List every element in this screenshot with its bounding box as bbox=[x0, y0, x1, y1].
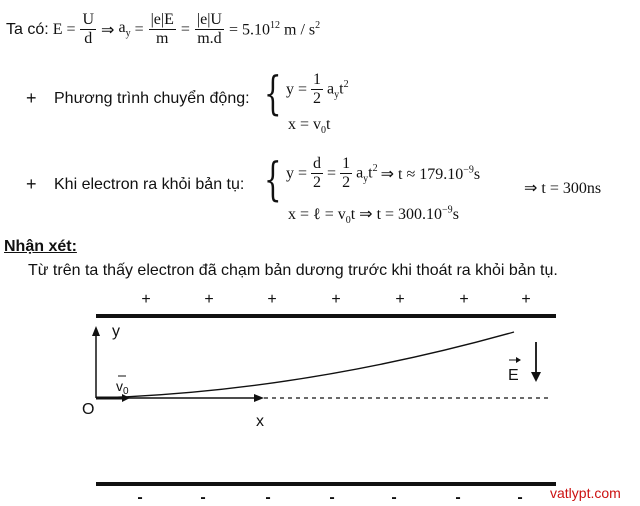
fraction-eU-md bbox=[195, 12, 224, 47]
frac-den: 2 bbox=[342, 174, 351, 191]
e-field-vector-bar-head bbox=[516, 357, 521, 363]
res-exp: −9 bbox=[463, 164, 474, 176]
res: = 5.10 bbox=[228, 21, 270, 39]
left-brace: { bbox=[264, 66, 282, 120]
fraction-u-d bbox=[80, 12, 96, 47]
frac-num: U bbox=[82, 11, 95, 28]
res-exp: 12 bbox=[270, 19, 280, 31]
frac-den: m.d bbox=[197, 30, 222, 47]
minus-sign: - bbox=[200, 489, 206, 506]
bullet: + bbox=[26, 88, 37, 108]
exp: 2 bbox=[343, 78, 349, 90]
plus-sign: + bbox=[141, 291, 151, 308]
minus-sign: - bbox=[265, 489, 271, 506]
exit-condition-label: Khi electron ra khỏi bản tụ: bbox=[54, 176, 245, 193]
equation-exit-y bbox=[286, 156, 480, 191]
minus-sign: - bbox=[329, 489, 335, 506]
t: t bbox=[368, 164, 373, 182]
frac-num: |e|U bbox=[196, 11, 222, 28]
plus-sign: + bbox=[267, 291, 277, 308]
y-axis-arrowhead bbox=[92, 326, 100, 336]
equation-field-acceleration bbox=[6, 12, 320, 47]
left-brace: { bbox=[264, 152, 282, 206]
e-eq: E = bbox=[52, 20, 76, 38]
frac-num: 1 bbox=[342, 155, 351, 172]
eq: x = ℓ = v bbox=[288, 206, 346, 223]
equals: = bbox=[327, 164, 337, 182]
exit-time-y bbox=[381, 164, 481, 184]
implies: ⇒ bbox=[101, 21, 115, 39]
sub: 0 bbox=[345, 215, 351, 227]
fraction-d-2 bbox=[311, 156, 323, 191]
ay-t2 bbox=[327, 79, 349, 101]
eq-lhs: y = bbox=[286, 80, 308, 98]
v0-label bbox=[116, 378, 129, 397]
eq-lhs: y = bbox=[286, 164, 308, 182]
eq: x = v bbox=[288, 116, 322, 133]
sub: y bbox=[363, 173, 369, 185]
x-axis-label: x bbox=[256, 413, 264, 430]
minus-sign: - bbox=[137, 489, 143, 506]
frac-den: 2 bbox=[313, 90, 322, 107]
frac-den: 2 bbox=[313, 174, 322, 191]
conclusion-time: ⇒ t = 300ns bbox=[524, 180, 602, 197]
motion-equation-label: Phương trình chuyển động: bbox=[54, 90, 250, 107]
res-unit-exp: 2 bbox=[315, 19, 321, 31]
res-exp: −9 bbox=[442, 204, 453, 216]
plus-sign: + bbox=[521, 291, 531, 308]
t: t bbox=[326, 116, 331, 133]
a: a bbox=[356, 164, 364, 182]
e-field-label: E bbox=[508, 367, 519, 384]
minus-sign: - bbox=[391, 489, 397, 506]
equals: = bbox=[180, 20, 190, 38]
equation-x bbox=[288, 116, 330, 136]
frac-num: |e|E bbox=[150, 11, 174, 28]
frac-num: 1 bbox=[313, 71, 322, 88]
ay bbox=[118, 19, 130, 39]
x-axis-arrowhead bbox=[254, 394, 264, 402]
a: a bbox=[327, 80, 335, 98]
y-axis-label: y bbox=[112, 323, 120, 340]
capacitor-diagram bbox=[0, 280, 640, 506]
plus-sign: + bbox=[395, 291, 405, 308]
v0-v: v bbox=[116, 378, 123, 394]
plus-sign: + bbox=[331, 291, 341, 308]
res: t ⇒ t = 300.10 bbox=[350, 206, 443, 223]
res-unit: s bbox=[452, 206, 459, 223]
lead-text: Ta có: bbox=[6, 20, 49, 38]
res-unit: m / s bbox=[284, 21, 316, 39]
fraction-half bbox=[311, 72, 323, 107]
exp: 2 bbox=[372, 162, 378, 174]
e-field-arrowhead bbox=[531, 372, 541, 382]
sub: y bbox=[334, 89, 340, 101]
t: t bbox=[339, 80, 344, 98]
res: ⇒ t ≈ 179.10 bbox=[380, 165, 464, 183]
bullet: + bbox=[26, 174, 37, 194]
equation-exit-x bbox=[288, 204, 459, 226]
v0-sub: 0 bbox=[123, 386, 129, 397]
remark-heading: Nhận xét: bbox=[4, 238, 77, 255]
frac-den: d bbox=[84, 30, 93, 47]
equals: = bbox=[134, 20, 144, 38]
res-unit: s bbox=[473, 165, 481, 183]
minus-sign: - bbox=[455, 489, 461, 506]
ay-t2 bbox=[356, 163, 378, 185]
plus-sign: + bbox=[204, 291, 214, 308]
ay-sub: y bbox=[125, 28, 131, 40]
minus-sign: - bbox=[517, 489, 523, 506]
frac-den: m bbox=[156, 30, 169, 47]
origin-label: O bbox=[82, 401, 95, 418]
fraction-eE-m bbox=[149, 12, 176, 47]
acceleration-value bbox=[229, 20, 320, 39]
electron-trajectory bbox=[96, 332, 514, 398]
equation-y bbox=[286, 72, 349, 107]
ay-a: a bbox=[118, 19, 126, 37]
plus-sign: + bbox=[459, 291, 469, 308]
fraction-half bbox=[340, 156, 352, 191]
sub: 0 bbox=[321, 125, 327, 137]
remark-text: Từ trên ta thấy electron đã chạm bản dương trước khi thoát ra khỏi bản tụ. bbox=[28, 262, 558, 279]
frac-num: d bbox=[313, 155, 322, 172]
watermark: vatlypt.com bbox=[550, 485, 621, 501]
